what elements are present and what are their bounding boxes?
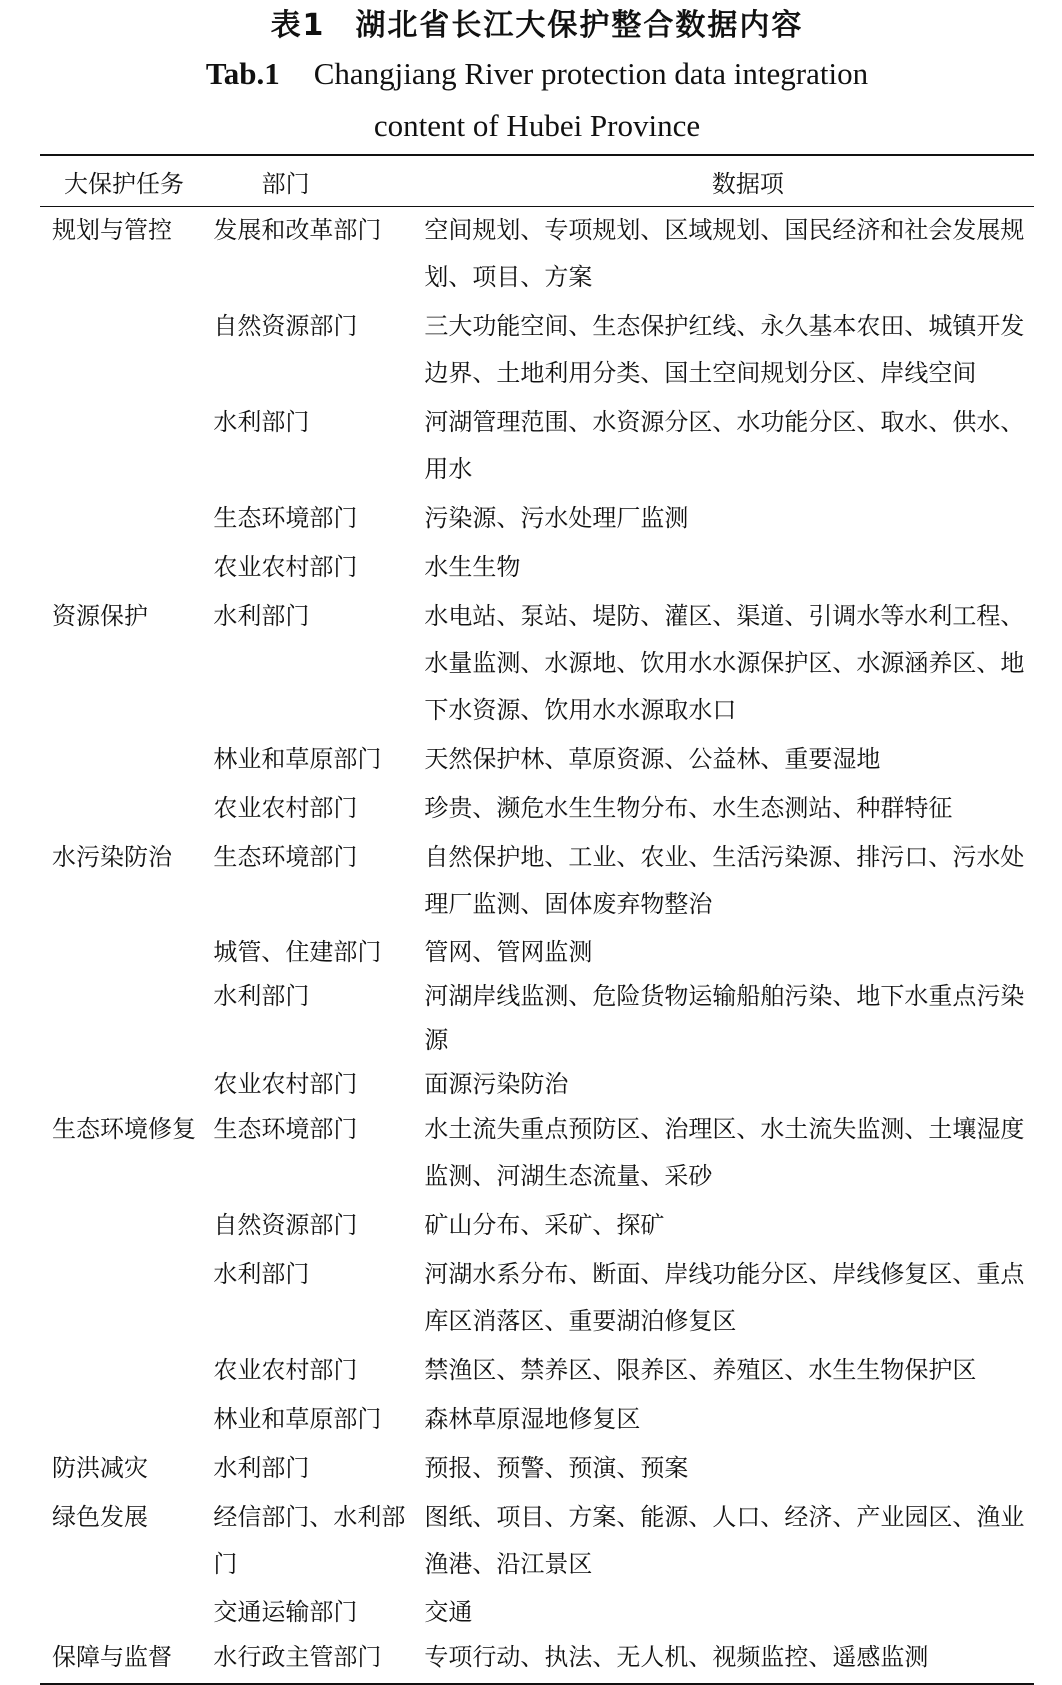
- table-row: [40, 785, 1034, 834]
- data-table: [40, 156, 1034, 206]
- table-row: [40, 495, 1034, 544]
- row-department: 水利部门: [213, 1260, 310, 1288]
- row-department: 水行政主管部门: [213, 1643, 382, 1671]
- row-task: [40, 785, 213, 834]
- row-department: 农业农村部门: [213, 1070, 358, 1098]
- row-department: 自然资源部门: [213, 312, 358, 340]
- row-task: [40, 303, 213, 399]
- row-department: 发展和改革部门: [213, 216, 382, 244]
- row-department: 城管、住建部门: [213, 938, 382, 966]
- table-title-en: [40, 48, 1034, 152]
- row-task: [40, 495, 213, 544]
- row-task: [40, 1251, 213, 1347]
- table-row: [40, 303, 1034, 399]
- row-data-items: 矿山分布、采矿、探矿: [424, 1211, 665, 1239]
- row-task: 防洪减灾: [52, 1454, 148, 1482]
- table-title-en-text: Changjiang River protection data integration: [313, 56, 869, 91]
- row-task: 生态环境修复: [52, 1115, 196, 1143]
- table-figure: [40, 0, 1034, 1685]
- row-task: [40, 974, 213, 1062]
- table-row: [40, 544, 1034, 593]
- row-data-items: 预报、预警、预演、预案: [424, 1454, 689, 1482]
- row-task: 绿色发展: [52, 1503, 148, 1531]
- row-task: [40, 1590, 213, 1634]
- row-task: [40, 736, 213, 785]
- row-department: 交通运输部门: [213, 1598, 358, 1626]
- table-row: [40, 1396, 1034, 1445]
- row-department: 水利部门: [213, 982, 310, 1010]
- table-row: [40, 1494, 1034, 1590]
- row-department: 农业农村部门: [213, 553, 358, 581]
- table-row: [40, 1202, 1034, 1251]
- table-row: [40, 399, 1034, 495]
- row-data-items: 三大功能空间、生态保护红线、永久基本农田、城镇开发边界、土地利用分类、国土空间规划分区、岸线空间: [424, 312, 1025, 387]
- row-task: 水污染防治: [52, 843, 172, 871]
- row-data-items: 水电站、泵站、堤防、灌区、渠道、引调水等水利工程、水量监测、水源地、饮用水水源保护区、水源涵养区、地下水资源、饮用水水源取水口: [424, 602, 1025, 724]
- row-department: 生态环境部门: [213, 504, 358, 532]
- row-data-items: 交通: [424, 1598, 473, 1626]
- table-row: [40, 1251, 1034, 1347]
- row-department: 水利部门: [213, 1454, 310, 1482]
- table-title-cn: [40, 4, 1034, 48]
- table-title-cn-text: 湖北省长江大保护整合数据内容: [355, 8, 804, 43]
- row-data-items: 污染源、污水处理厂监测: [424, 504, 689, 532]
- row-department: 自然资源部门: [213, 1211, 358, 1239]
- row-data-items: 河湖管理范围、水资源分区、水功能分区、取水、供水、用水: [424, 408, 1025, 483]
- row-task: [40, 544, 213, 593]
- header-department: 部门: [261, 169, 310, 198]
- table-row: [40, 834, 1034, 930]
- table-title-en-line2: content of Hubei Province: [373, 108, 701, 143]
- table-number-cn: 表1: [270, 8, 326, 43]
- row-data-items: 珍贵、濒危水生生物分布、水生态测站、种群特征: [424, 794, 953, 822]
- row-data-items: 水土流失重点预防区、治理区、水土流失监测、土壤湿度监测、河湖生态流量、采砂: [424, 1115, 1025, 1190]
- row-task: [40, 399, 213, 495]
- table-row: [40, 930, 1034, 974]
- table-row: [40, 1347, 1034, 1396]
- row-data-items: 森林草原湿地修复区: [424, 1405, 641, 1433]
- row-data-items: 河湖水系分布、断面、岸线功能分区、岸线修复区、重点库区消落区、重要湖泊修复区: [424, 1260, 1025, 1335]
- table-row: [40, 593, 1034, 736]
- table-number-en: Tab.1: [205, 56, 280, 91]
- row-task: [40, 1396, 213, 1445]
- row-data-items: 图纸、项目、方案、能源、人口、经济、产业园区、渔业渔港、沿江景区: [424, 1503, 1025, 1578]
- table-row: [40, 974, 1034, 1062]
- table-row: [40, 207, 1034, 303]
- row-task: 保障与监督: [52, 1643, 172, 1671]
- table-row: [40, 736, 1034, 785]
- table-body: [40, 207, 1034, 1683]
- row-data-items: 空间规划、专项规划、区域规划、国民经济和社会发展规划、项目、方案: [424, 216, 1025, 291]
- table-row: [40, 1106, 1034, 1202]
- row-data-items: 面源污染防治: [424, 1070, 569, 1098]
- row-task: [40, 1347, 213, 1396]
- row-department: 经信部门、水利部门: [213, 1503, 406, 1578]
- table-row: [40, 1062, 1034, 1106]
- row-department: 水利部门: [213, 408, 310, 436]
- table-title-en-line1: [40, 48, 1034, 100]
- row-department: 生态环境部门: [213, 843, 358, 871]
- header-task: 大保护任务: [64, 169, 184, 198]
- row-department: 农业农村部门: [213, 794, 358, 822]
- row-department: 林业和草原部门: [213, 1405, 382, 1433]
- row-task: 资源保护: [52, 602, 148, 630]
- row-task: 规划与管控: [52, 216, 172, 244]
- table-row: [40, 1445, 1034, 1494]
- row-data-items: 禁渔区、禁养区、限养区、养殖区、水生生物保护区: [424, 1356, 977, 1384]
- row-data-items: 自然保护地、工业、农业、生活污染源、排污口、污水处理厂监测、固体废弃物整治: [424, 843, 1025, 918]
- row-task: [40, 1202, 213, 1251]
- row-department: 生态环境部门: [213, 1115, 358, 1143]
- row-data-items: 专项行动、执法、无人机、视频监控、遥感监测: [424, 1643, 929, 1671]
- row-data-items: 管网、管网监测: [424, 938, 593, 966]
- header-data-items: 数据项: [711, 169, 784, 198]
- row-data-items: 水生生物: [424, 553, 521, 581]
- row-department: 水利部门: [213, 602, 310, 630]
- row-data-items: 河湖岸线监测、危险货物运输船舶污染、地下水重点污染源: [424, 982, 1025, 1054]
- row-task: [40, 1062, 213, 1106]
- row-department: 林业和草原部门: [213, 745, 382, 773]
- row-data-items: 天然保护林、草原资源、公益林、重要湿地: [424, 745, 881, 773]
- data-table-body: [40, 207, 1034, 1683]
- header-row: [40, 156, 1034, 206]
- table-row: [40, 1590, 1034, 1634]
- table-row: [40, 1634, 1034, 1683]
- row-task: [40, 930, 213, 974]
- row-department: 农业农村部门: [213, 1356, 358, 1384]
